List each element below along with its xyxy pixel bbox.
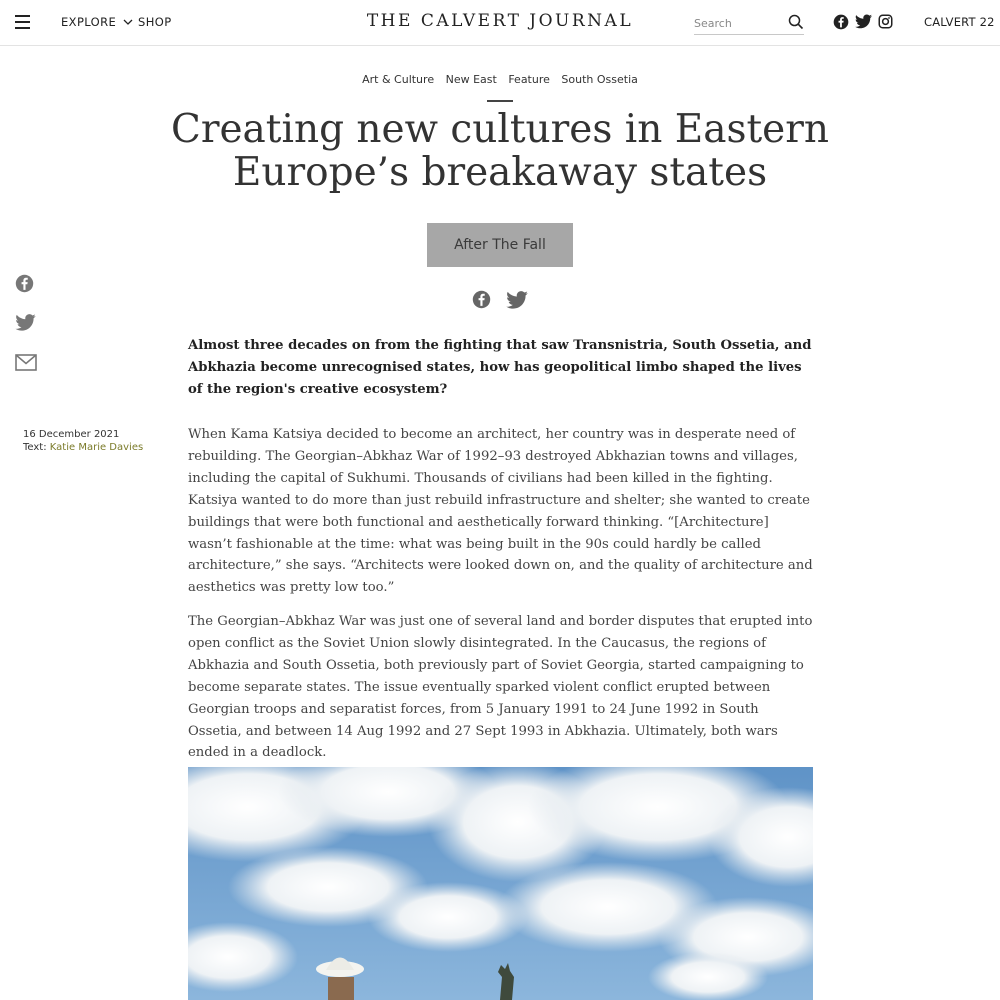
author-link[interactable]: Katie Marie Davies	[49, 442, 144, 453]
search-box	[694, 12, 804, 35]
sky-clouds-image	[188, 767, 813, 1000]
author-prefix: Text:	[23, 442, 47, 453]
article-photo	[188, 767, 813, 1000]
tag-new-east[interactable]: New East	[445, 73, 497, 86]
side-email-icon[interactable]	[15, 354, 37, 371]
instagram-icon[interactable]	[878, 14, 893, 29]
tag-art-culture[interactable]: Art & Culture	[362, 73, 435, 86]
twitter-icon[interactable]	[855, 14, 872, 29]
nav-explore[interactable]	[61, 15, 133, 29]
nav-shop[interactable]: SHOP	[138, 15, 172, 29]
chevron-down-icon	[123, 19, 133, 26]
nav-explore-label: EXPLORE	[61, 15, 117, 29]
article-title: Creating new cultures in Eastern Europe’s breakaway states	[170, 107, 829, 195]
side-facebook-icon[interactable]	[15, 274, 34, 293]
search-icon[interactable]	[788, 14, 804, 30]
article-byline	[23, 441, 143, 454]
site-header	[0, 0, 1000, 46]
article-paragraph: The Georgian–Abkhaz War was just one of several land and border disputes that erupted into open conflict as the Soviet Union slowly disintegrated. In the Caucasus, the regions of Abkhazia and South Ossetia, both previously part of Soviet Georgia, started campaigning to become separate states. The issue eventually sparked violent conflict erupted between Georgian troops and separatist forces, from 5 January 1991 to 24 June 1992 in South Ossetia, and between 14 Aug 1992 and 27 Sept 1993 in Abkhazia. Ultimately, both wars ended in a deadlock.	[188, 614, 813, 761]
share-twitter-icon[interactable]	[506, 291, 528, 309]
search-input[interactable]	[694, 14, 782, 34]
article-date: 16 December 2021	[23, 429, 120, 440]
series-button[interactable]: After The Fall	[427, 223, 573, 267]
calvert22-link[interactable]: CALVERT 22	[924, 15, 995, 29]
menu-icon[interactable]	[15, 15, 30, 29]
share-facebook-icon[interactable]	[472, 290, 491, 309]
article-tags	[0, 73, 1000, 86]
tag-south-ossetia[interactable]: South Ossetia	[561, 73, 638, 86]
article-meta	[23, 428, 143, 454]
site-logo[interactable]: THE CALVERT JOURNAL	[366, 11, 634, 31]
article-standfirst: Almost three decades on from the fighting that saw Transnistria, South Ossetia, and Abkhazia become unrecognised states, how has geopolitical limbo shaped the lives of the region's creative ecosystem?	[188, 338, 812, 397]
tag-feature[interactable]: Feature	[508, 73, 550, 86]
title-divider	[487, 100, 513, 102]
facebook-icon[interactable]	[833, 14, 849, 30]
article-paragraph: When Kama Katsiya decided to become an architect, her country was in desperate need of rebuilding. The Georgian–Abkhaz War of 1992–93 destroyed Abkhazian towns and villages, including the capital of Sukhumi. Thousands of civilians had been killed in the fighting. Katsiya wanted to do more than just rebuild infrastructure and shelter; she wanted to create buildings that were both functional and aesthetically forward thinking. “[Architecture] wasn’t fashionable at the time: what was being built in the 90s could hardly be called architecture,” she says. “Architects were looked down on, and the quality of architecture and aesthetics was pretty low too.”	[188, 427, 813, 596]
side-twitter-icon[interactable]	[15, 314, 36, 331]
